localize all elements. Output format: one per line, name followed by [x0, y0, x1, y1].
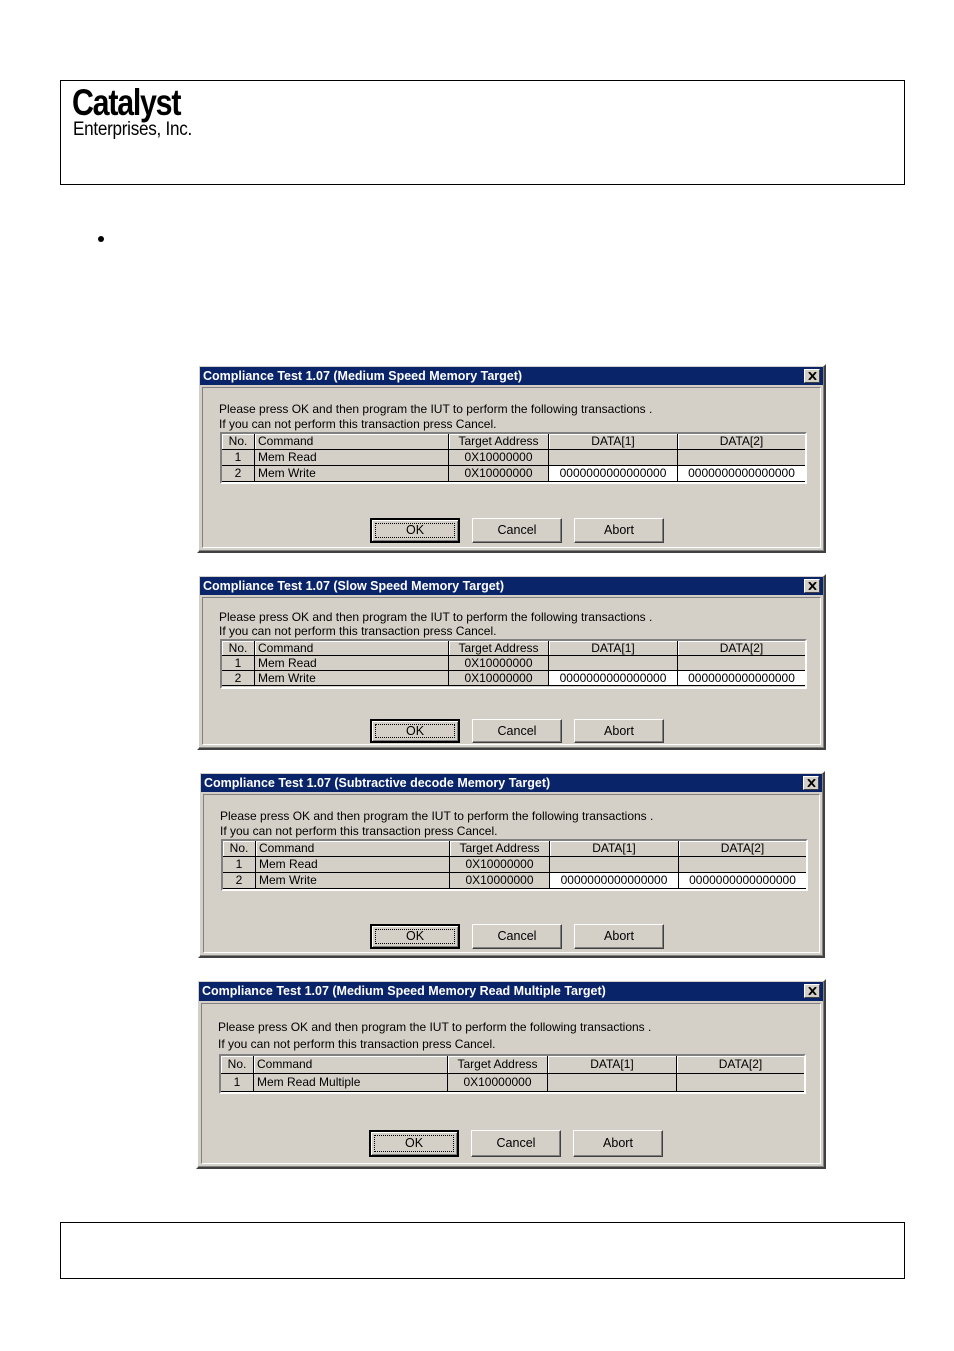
table-row[interactable]	[222, 466, 805, 482]
transaction-table	[219, 1054, 806, 1094]
dialog-medium-speed-memory	[197, 364, 826, 553]
row-data2	[679, 857, 806, 873]
table-header-row	[223, 841, 806, 857]
close-icon[interactable]	[804, 984, 820, 998]
row-data2[interactable]: 0000000000000000	[678, 671, 805, 686]
column-header-command[interactable]: Command	[255, 641, 449, 656]
close-icon[interactable]	[804, 579, 820, 593]
column-header-data1[interactable]: DATA[1]	[549, 641, 678, 656]
column-header-data1[interactable]: DATA[1]	[550, 841, 679, 857]
abort-button[interactable]: Abort	[573, 1130, 663, 1157]
row-command: Mem Write	[256, 873, 450, 889]
cancel-button[interactable]: Cancel	[472, 924, 562, 949]
row-address: 0X10000000	[449, 656, 549, 671]
dialog-body	[201, 1003, 821, 1164]
cancel-button[interactable]: Cancel	[472, 518, 562, 543]
row-data2[interactable]: 0000000000000000	[678, 466, 805, 482]
row-address: 0X10000000	[449, 450, 549, 466]
row-data1	[548, 1074, 677, 1092]
column-header-command[interactable]: Command	[254, 1056, 448, 1074]
column-header-address[interactable]: Target Address	[449, 434, 549, 450]
table-header-row	[222, 641, 805, 656]
column-header-data2[interactable]: DATA[2]	[678, 434, 805, 450]
table-row[interactable]	[222, 656, 805, 671]
dialog-title: Compliance Test 1.07 (Medium Speed Memory Read Multiple Target)	[202, 984, 606, 998]
row-command: Mem Write	[255, 671, 449, 686]
row-number: 2	[223, 873, 256, 889]
dialog-subtractive-decode-memory	[198, 771, 825, 958]
column-header-address[interactable]: Target Address	[449, 641, 549, 656]
cancel-button[interactable]: Cancel	[471, 1130, 561, 1157]
row-command: Mem Read	[255, 450, 449, 466]
column-header-command[interactable]: Command	[256, 841, 450, 857]
dialog-titlebar[interactable]	[200, 577, 823, 595]
row-data1[interactable]: 0000000000000000	[550, 873, 679, 889]
dialog-body	[202, 597, 821, 745]
row-command: Mem Write	[255, 466, 449, 482]
company-logo: Catalyst	[72, 82, 181, 123]
row-number: 1	[221, 1074, 254, 1092]
transaction-table	[220, 639, 807, 689]
ok-button[interactable]: OK	[370, 518, 460, 543]
row-address: 0X10000000	[450, 857, 550, 873]
ok-button[interactable]: OK	[369, 1130, 459, 1157]
row-command: Mem Read Multiple	[254, 1074, 448, 1092]
dialog-body	[202, 387, 821, 548]
dialog-title: Compliance Test 1.07 (Subtractive decode Memory Target)	[204, 776, 551, 790]
instruction-text: Please press OK and then program the IUT to perform the following transactions .	[220, 809, 654, 823]
row-number: 2	[222, 466, 255, 482]
row-number: 1	[222, 656, 255, 671]
table-row[interactable]	[223, 857, 806, 873]
dialog-body	[203, 794, 820, 953]
row-command: Mem Read	[256, 857, 450, 873]
transaction-table	[221, 839, 808, 891]
table-row[interactable]	[221, 1074, 804, 1092]
column-header-address[interactable]: Target Address	[450, 841, 550, 857]
cancel-hint-text: If you can not perform this transaction press Cancel.	[219, 624, 497, 638]
column-header-no[interactable]: No.	[222, 434, 255, 450]
row-number: 1	[222, 450, 255, 466]
instruction-text: Please press OK and then program the IUT to perform the following transactions .	[219, 610, 653, 624]
page-header	[60, 80, 905, 185]
table-row[interactable]	[223, 873, 806, 889]
table-header-row	[221, 1056, 804, 1074]
dialog-slow-speed-memory	[197, 574, 826, 750]
column-header-no[interactable]: No.	[222, 641, 255, 656]
ok-button[interactable]: OK	[370, 719, 460, 743]
column-header-data2[interactable]: DATA[2]	[679, 841, 806, 857]
row-data1[interactable]: 0000000000000000	[549, 671, 678, 686]
cancel-hint-text: If you can not perform this transaction press Cancel.	[218, 1037, 496, 1051]
cancel-hint-text: If you can not perform this transaction press Cancel.	[219, 417, 497, 431]
row-data2	[677, 1074, 804, 1092]
company-logo-subtitle: Enterprises, Inc.	[73, 119, 192, 140]
table-row[interactable]	[222, 671, 805, 686]
abort-button[interactable]: Abort	[574, 518, 664, 543]
cancel-hint-text: If you can not perform this transaction press Cancel.	[220, 824, 498, 838]
row-data2	[678, 450, 805, 466]
instruction-text: Please press OK and then program the IUT to perform the following transactions .	[219, 402, 653, 416]
row-data1	[550, 857, 679, 873]
column-header-no[interactable]: No.	[221, 1056, 254, 1074]
close-icon[interactable]	[804, 369, 820, 383]
ok-button[interactable]: OK	[370, 924, 460, 949]
cancel-button[interactable]: Cancel	[472, 719, 562, 743]
abort-button[interactable]: Abort	[574, 924, 664, 949]
table-header-row	[222, 434, 805, 450]
dialog-title: Compliance Test 1.07 (Slow Speed Memory Target)	[203, 579, 505, 593]
row-command: Mem Read	[255, 656, 449, 671]
row-address: 0X10000000	[449, 466, 549, 482]
column-header-data2[interactable]: DATA[2]	[677, 1056, 804, 1074]
row-number: 1	[223, 857, 256, 873]
row-data2[interactable]: 0000000000000000	[679, 873, 806, 889]
page-footer	[60, 1222, 905, 1279]
dialog-titlebar[interactable]	[201, 774, 822, 792]
row-data1	[549, 656, 678, 671]
bullet-point	[98, 236, 104, 242]
column-header-command[interactable]: Command	[255, 434, 449, 450]
row-data1[interactable]: 0000000000000000	[549, 466, 678, 482]
row-data2	[678, 656, 805, 671]
table-row[interactable]	[222, 450, 805, 466]
row-number: 2	[222, 671, 255, 686]
abort-button[interactable]: Abort	[574, 719, 664, 743]
dialog-title: Compliance Test 1.07 (Medium Speed Memory Target)	[203, 369, 523, 383]
row-address: 0X10000000	[449, 671, 549, 686]
row-address: 0X10000000	[450, 873, 550, 889]
dialog-titlebar[interactable]	[199, 982, 823, 1001]
column-header-data1[interactable]: DATA[1]	[549, 434, 678, 450]
column-header-data2[interactable]: DATA[2]	[678, 641, 805, 656]
dialog-medium-speed-read-multiple	[196, 979, 826, 1169]
close-icon[interactable]	[803, 776, 819, 790]
dialog-titlebar[interactable]	[200, 367, 823, 385]
transaction-table	[220, 432, 807, 484]
row-data1	[549, 450, 678, 466]
column-header-data1[interactable]: DATA[1]	[548, 1056, 677, 1074]
row-address: 0X10000000	[448, 1074, 548, 1092]
column-header-address[interactable]: Target Address	[448, 1056, 548, 1074]
column-header-no[interactable]: No.	[223, 841, 256, 857]
instruction-text: Please press OK and then program the IUT to perform the following transactions .	[218, 1020, 652, 1034]
